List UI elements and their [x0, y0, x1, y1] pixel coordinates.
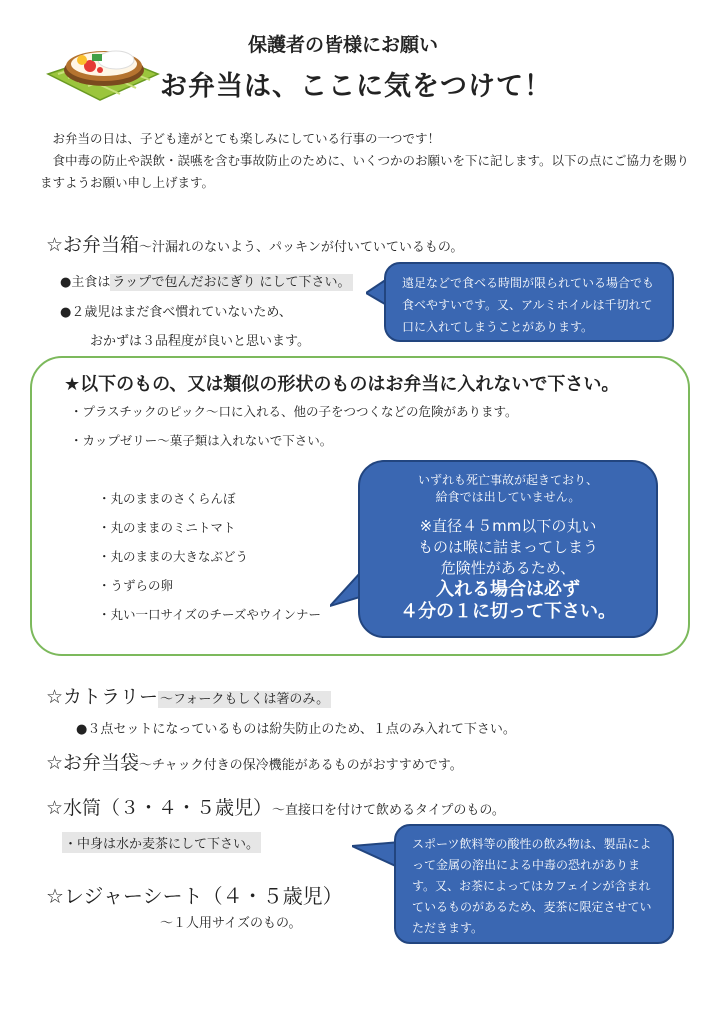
- water-bottle-title: ☆水筒（３・４・５歳児）: [46, 797, 273, 819]
- bento-bullet-2: ●２歳児はまだ食べ慣れていないため、: [60, 305, 292, 320]
- bento-bullet-1-a: ●主食は: [60, 275, 111, 290]
- cutlery-heading: [46, 682, 331, 709]
- bento-bullet-2-cont: おかずは３品程度が良いと思います。: [90, 334, 310, 349]
- food-item: ・丸い一口サイズのチーズやウインナー: [98, 607, 322, 622]
- water-bottle-heading: [46, 793, 505, 820]
- bento-illustration: [44, 36, 162, 106]
- warning-bubble-line4: ものは喉に詰まってしまう: [417, 538, 598, 556]
- cutlery-bullet: ●３点セットになっているものは紛失防止のため、１点のみ入れて下さい。: [76, 722, 516, 737]
- water-bubble-tail: [352, 838, 400, 878]
- intro-text: [40, 128, 690, 194]
- bento-bag-heading: [46, 748, 463, 775]
- water-info-bubble: スポーツ飲料等の酸性の飲み物は、製品によって金属の溶出による中毒の恐れがあります。又、お茶によってはカフェインが含まれているものがあるため、麦茶に限定させていただきます。: [394, 824, 674, 944]
- warning-bubble-line3: ※直径４５mm以下の丸い: [419, 517, 597, 535]
- leisure-sheet-note: 〜１人用サイズのもの。: [160, 916, 302, 931]
- bento-bag-note: 〜チャック付きの保冷機能があるものがおすすめです。: [139, 758, 463, 773]
- bento-bullet-1-c: にして下さい。: [259, 275, 351, 290]
- header-line1: 保護者の皆様にお願い: [248, 34, 439, 56]
- bento-box-note: 〜汁漏れのないよう、パッキンが付いていているもの。: [139, 240, 464, 255]
- food-item: ・丸のままのミニトマト: [98, 520, 236, 535]
- food-item: ・丸のままのさくらんぼ: [98, 491, 236, 506]
- bento-bullet-1: [60, 271, 353, 290]
- warning-bubble-line5: 危険性があるため、: [440, 559, 576, 577]
- water-bottle-bullet: ・中身は水か麦茶にして下さい。: [62, 832, 261, 853]
- bento-info-bubble: 遠足などで食べる時間が限られている場合でも食べやすいです。又、アルミホイルは千切れて口に入れてしまうことがあります。: [384, 262, 674, 342]
- warning-bubble-line7: ４分の１に切って下さい。: [400, 601, 616, 622]
- bento-box-title: ☆お弁当箱: [46, 234, 140, 256]
- intro-paragraph-2: 食中毒の防止や誤飲・誤嚥を含む事故防止のために、いくつかのお願いを下に記します。以下の点にご協力を賜りますようお願い申し上げます。: [40, 153, 690, 190]
- warning-title: ★以下のもの、又は類似の形状のものはお弁当に入れないで下さい。: [64, 374, 620, 395]
- warning-bubble-line1: いずれも死亡事故が起きており、: [417, 473, 598, 487]
- water-bottle-note: 〜直接口を付けて飲めるタイプのもの。: [272, 803, 505, 818]
- intro-paragraph-1: お弁当の日は、子ども達がとても楽しみにしている行事の一つです！: [52, 131, 441, 146]
- bento-bullet-1-highlight: ラップで包んだおにぎり: [112, 275, 256, 290]
- food-item: ・うずらの卵: [98, 578, 174, 593]
- warning-item-jelly: ・カップゼリー〜菓子類は入れないで下さい。: [70, 433, 333, 448]
- warning-bubble-line2: 給食では出していません。: [435, 490, 581, 504]
- cutlery-note: 〜フォークもしくは箸のみ。: [160, 692, 330, 707]
- page-title: お弁当は、ここに気をつけて！: [160, 71, 552, 102]
- bento-bag-title: ☆お弁当袋: [46, 752, 140, 774]
- cutlery-title: ☆カトラリー: [46, 686, 159, 708]
- leisure-sheet-title: ☆レジャーシート（４・５歳児）: [46, 884, 343, 908]
- warning-info-bubble: [358, 460, 658, 638]
- bento-box-heading: [46, 230, 463, 257]
- warning-bubble-line6: 入れる場合は必ず: [436, 579, 580, 600]
- food-item: ・丸のままの大きなぶどう: [98, 549, 249, 564]
- warning-item-pick: ・プラスチックのピック〜口に入れる、他の子をつつくなどの危険があります。: [70, 404, 518, 419]
